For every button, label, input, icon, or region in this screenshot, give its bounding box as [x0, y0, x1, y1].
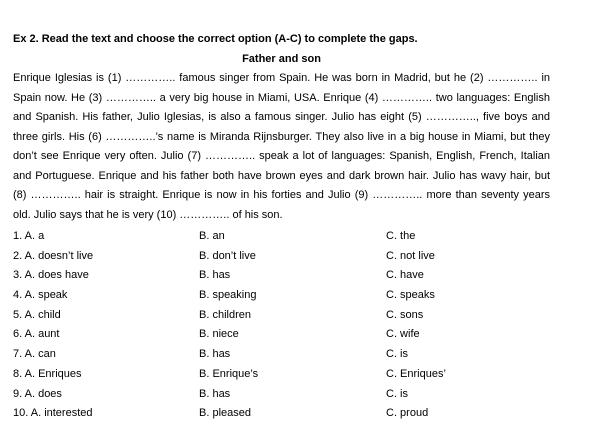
option-row-6 — [13, 325, 550, 345]
option-a: 3. A. does have — [13, 269, 89, 282]
option-a: 5. A. child — [13, 308, 61, 321]
option-c: C. wife — [386, 328, 420, 341]
option-c: C. speaks — [386, 289, 435, 302]
option-a: 6. A. aunt — [13, 328, 60, 341]
answer-options — [13, 227, 550, 424]
option-b: B. don’t live — [199, 249, 256, 262]
option-a: 1. A. a — [13, 230, 45, 242]
option-a: 8. A. Enriques — [13, 367, 82, 380]
option-a: 2. A. doesn’t live — [13, 249, 94, 262]
exercise-instruction: Ex 2. Read the text and choose the correct option (A-C) to complete the gaps. — [13, 33, 418, 45]
passage-title: Father and son — [242, 53, 321, 65]
option-b: B. speaking — [199, 289, 257, 302]
option-b: B. pleased — [199, 407, 251, 420]
option-row-8 — [13, 365, 550, 385]
option-row-5 — [13, 306, 550, 326]
option-a: 10. A. interested — [13, 407, 93, 420]
option-row-2 — [13, 247, 550, 267]
option-c: C. Enriques’ — [386, 367, 446, 380]
option-c: C. is — [386, 348, 408, 361]
option-row-10 — [13, 404, 550, 424]
option-c: C. is — [386, 387, 408, 400]
option-c: C. not live — [386, 249, 435, 262]
option-b: B. an — [199, 230, 225, 242]
option-row-7 — [13, 345, 550, 365]
option-b: B. Enrique’s — [199, 367, 259, 380]
option-b: B. has — [199, 348, 231, 361]
option-c: C. the — [386, 230, 416, 242]
option-c: C. sons — [386, 308, 424, 321]
option-row-1 — [13, 227, 550, 247]
option-c: C. proud — [386, 407, 429, 420]
option-a: 7. A. can — [13, 348, 56, 361]
option-b: B. has — [199, 387, 231, 400]
option-b: B. children — [199, 308, 251, 321]
option-b: B. has — [199, 269, 231, 282]
option-row-3 — [13, 266, 550, 286]
option-a: 9. A. does — [13, 387, 62, 400]
worksheet — [13, 30, 550, 424]
option-b: B. niece — [199, 328, 239, 341]
option-row-4 — [13, 286, 550, 306]
option-c: C. have — [386, 269, 424, 282]
option-a: 4. A. speak — [13, 289, 68, 302]
option-row-9 — [13, 385, 550, 405]
passage-text: Enrique Iglesias is (1) ………….. famous singer from Spain. He was born in Madrid, but he (2) ………….. in Spain now. He (3) ………….. a very big house in Miami, USA. Enrique (4) ………….. two languages: English and Spanish. His father, Julio Iglesias, is also a famous singer. Julio has eight (5) ………….., five boys and three girls. His (6) …………..’s name is Miranda Rijnsburger. They also live in a big house in Miami, but they don’t see Enrique very often. Julio (7) ………….. speak a lot of languages: Spanish, English, French, Italian and Portuguese. Enrique and his father both have brown eyes and dark brown hair. Julio has wavy hair, but (8) ………….. hair is straight. Enrique is now in his forties and Julio (9) ………….. more than seventy years old. Julio says that he is very (10) ………….. of his son. — [13, 72, 550, 221]
